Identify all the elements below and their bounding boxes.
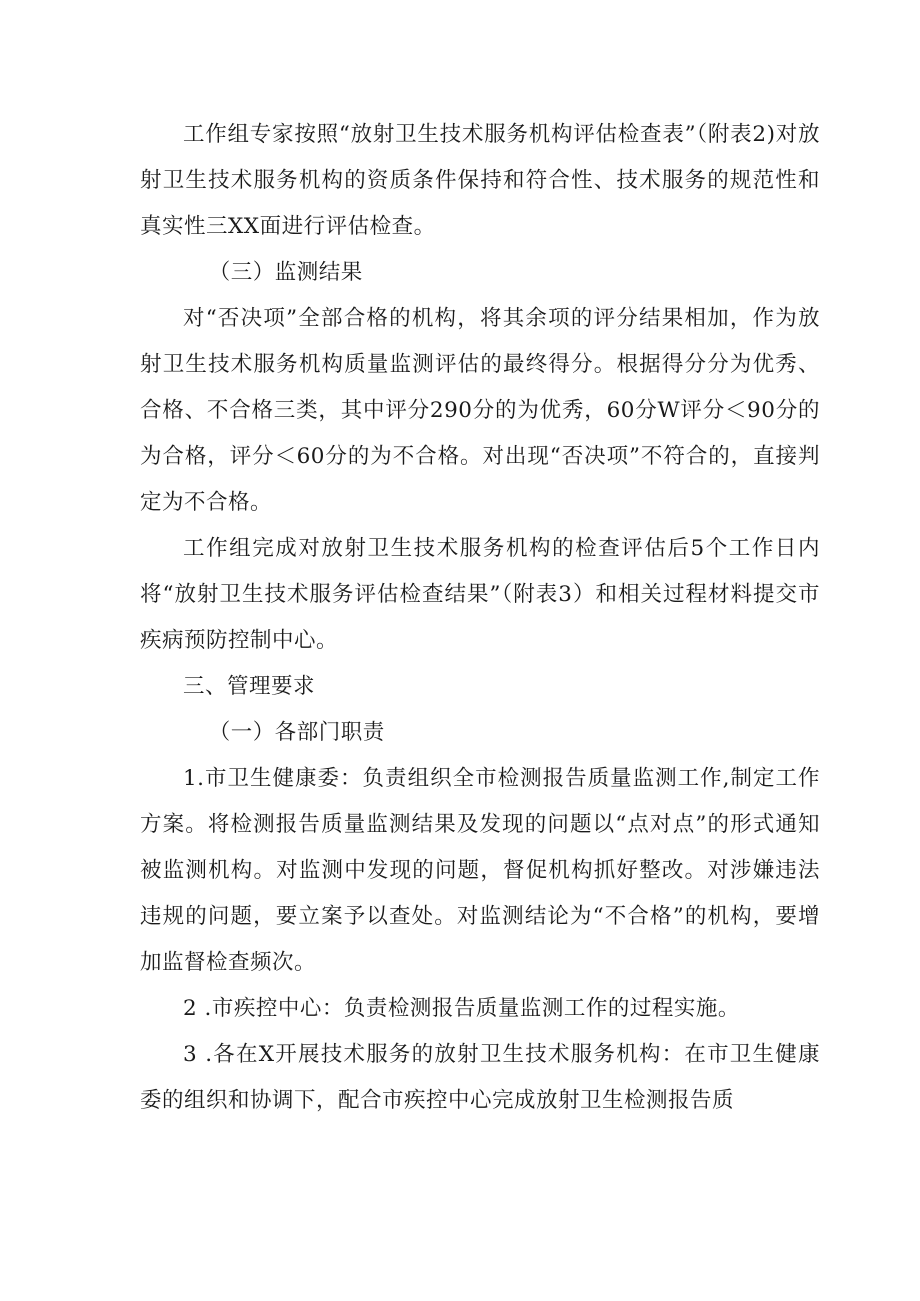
paragraph-service-agency-duty: 3 .各在X开展技术服务的放射卫生技术服务机构：在市卫生健康委的组织和协调下，配合市疾控中心完成放射卫生检测报告质 [140, 1042, 820, 1113]
section-heading-monitoring-results: （三）监测结果 [208, 260, 363, 285]
section-heading-management-requirements: 三、管理要求 [183, 674, 316, 699]
paragraph-evaluation-check: 工作组专家按照“放射卫生技术服务机构评估检查表”（附表2)对放射卫生技术服务机构的资质条件保持和符合性、技术服务的规范性和真实性三XX面进行评估检查。 [140, 122, 820, 239]
paragraph-health-commission-duty: 1.市卫生健康委：负责组织全市检测报告质量监测工作,制定工作方案。将检测报告质量监测结果及发现的问题以“点对点”的形式通知被监测机构。对监测中发现的问题，督促机构抓好整改。对涉嫌违法违规的问题，要立案予以查处。对监测结论为“不合格”的机构，要增加监督检查频次。 [140, 766, 820, 975]
paragraph-scoring-rules: 对“否决项”全部合格的机构，将其余项的评分结果相加，作为放射卫生技术服务机构质量监测评估的最终得分。根据得分分为优秀、合格、不合格三类，其中评分290分的为优秀，60分W评分＜90分的为合格，评分＜60分的为不合格。对出现“否决项”不符合的，直接判定为不合格。 [140, 306, 820, 515]
paragraph-cdc-duty: 2 .市疾控中心：负责检测报告质量监测工作的过程实施。 [183, 996, 740, 1021]
section-heading-department-duties: （一）各部门职责 [208, 720, 385, 745]
document-body [140, 112, 820, 1124]
paragraph-submission: 工作组完成对放射卫生技术服务机构的检查评估后5个工作日内将“放射卫生技术服务评估检查结果”（附表3）和相关过程材料提交市疾病预防控制中心。 [140, 536, 820, 653]
